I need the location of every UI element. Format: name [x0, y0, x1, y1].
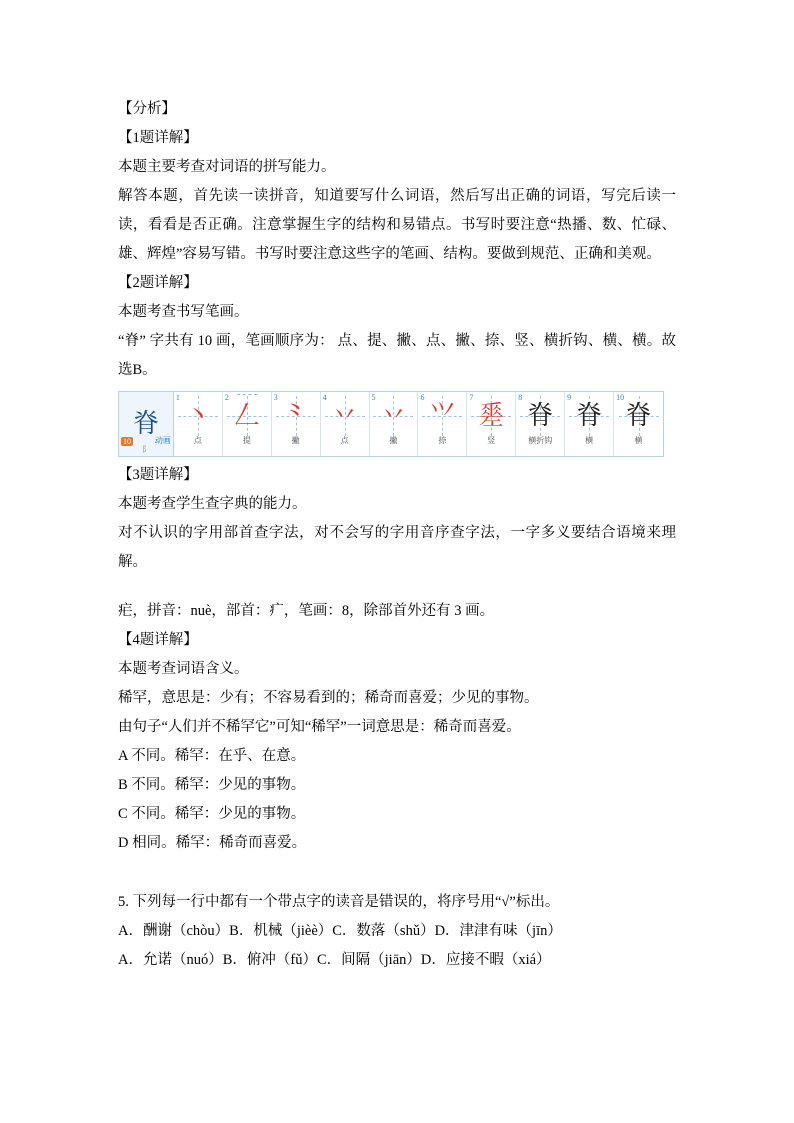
stroke-cell	[565, 392, 614, 456]
stroke-index: 4	[322, 393, 327, 402]
q1-paragraph-2: 解答本题，首先读一读拼音，知道要写什么词语，然后写出正确的词语，写完后读一读，看看是否正确。注意掌握生字的结构和易错点。书写时要注意“热播、数、忙碌、雄、辉煌”容易写错。书写时要注意这些字的笔画、结构。要做到规范、正确和美观。	[118, 188, 676, 262]
stroke-index: 7	[469, 393, 474, 402]
stroke-glyph-box	[421, 395, 463, 437]
question-5-row-2: A．允诺（nuó）B．俯冲（fǔ）C．间隔（jiān）D．应接不暇（xiá）	[118, 952, 551, 968]
stroke-index: 10	[616, 393, 625, 402]
q3-paragraph-3: 疟，拼音：nuè，部首：疒，笔画：8，除部首外还有 3 画。	[118, 603, 495, 619]
q4-paragraph-3: 由句子“人们并不稀罕它”可知“稀罕”一词意思是：稀奇而喜爱。	[118, 719, 521, 735]
stroke-glyph: 脊	[576, 401, 603, 431]
stroke-label: 提	[242, 436, 251, 445]
stroke-glyph-box	[618, 395, 660, 437]
stroke-cell	[321, 392, 370, 456]
stroke-index: 1	[175, 393, 180, 402]
stroke-glyph: 𢀩	[478, 401, 505, 431]
stroke-glyph-box	[470, 395, 512, 437]
stroke-label: 横折钩	[528, 436, 553, 445]
stroke-label: 点	[340, 436, 349, 445]
stroke-glyph-box	[177, 395, 219, 437]
q4-option-c: C 不同。稀罕：少见的事物。	[118, 806, 306, 822]
stroke-label: 点	[193, 436, 202, 445]
stroke-count-badge: 10	[123, 437, 131, 446]
stroke-figure-char: 脊	[132, 409, 159, 439]
stroke-cell	[174, 392, 223, 456]
section-heading-q2: 【2题详解】	[118, 275, 198, 291]
q4-paragraph-2: 稀罕，意思是：少有；不容易看到的；稀奇而喜爱；少见的事物。	[118, 690, 539, 706]
section-heading-q1: 【1题详解】	[118, 130, 198, 146]
stroke-cell	[272, 392, 321, 456]
stroke-index: 8	[518, 393, 523, 402]
stroke-glyph: 𠃋	[233, 401, 260, 431]
stroke-glyph-box	[372, 395, 414, 437]
stroke-label: 捺	[438, 436, 447, 445]
stroke-glyph-box	[519, 395, 561, 437]
stroke-cell	[370, 392, 419, 456]
stroke-glyph: ⺀	[282, 401, 309, 431]
animation-label[interactable]: 动画	[154, 436, 171, 445]
stroke-cell	[418, 392, 467, 456]
question-5-stem: 5. 下列每一行中都有一个带点字的读音是错误的，将序号用“√”标出。	[118, 894, 560, 910]
question-5-row-1: A．酬谢（chòu）B．机械（jièè）C．数落（shǔ）D．津津有味（jīn）	[118, 923, 562, 939]
stroke-label: 横	[585, 436, 594, 445]
q2-paragraph-2: “脊” 字共有 10 画，笔画顺序为： 点、提、撇、点、撇、捺、竖、横折钩、横、横。故选B。	[118, 333, 676, 378]
spacer	[118, 858, 676, 888]
stroke-figure-head-sub: 阝	[141, 445, 150, 454]
stroke-index: 6	[420, 393, 425, 402]
stroke-label: 撇	[291, 436, 300, 445]
section-heading-q4: 【4题详解】	[118, 632, 198, 648]
q4-option-b: B 不同。稀罕：少见的事物。	[118, 777, 306, 793]
spacer	[118, 577, 676, 597]
stroke-glyph: 脊	[527, 401, 554, 431]
q1-paragraph-1: 本题主要考查对词语的拼写能力。	[118, 159, 336, 175]
stroke-order-figure	[118, 391, 664, 457]
section-heading-q3: 【3题详解】	[118, 467, 198, 483]
stroke-label: 竖	[487, 436, 496, 445]
q3-paragraph-2: 对不认识的字用部首查字法，对不会写的字用音序查字法，一字多义要结合语境来理解。	[118, 525, 676, 570]
stroke-glyph: ⺍	[429, 401, 456, 431]
stroke-glyph-box	[324, 395, 366, 437]
stroke-figure-head	[119, 392, 174, 456]
q4-option-a: A 不同。稀罕：在乎、在意。	[118, 748, 306, 764]
stroke-index: 5	[371, 393, 376, 402]
stroke-glyph: 丷	[331, 401, 358, 431]
q4-paragraph-1: 本题考查词语含义。	[118, 661, 249, 677]
q4-option-d: D 相同。稀罕：稀奇而喜爱。	[118, 835, 307, 851]
stroke-cell	[467, 392, 516, 456]
stroke-label: 横	[634, 436, 643, 445]
stroke-glyph-box	[226, 395, 268, 437]
stroke-cell	[516, 392, 565, 456]
stroke-index: 3	[273, 393, 278, 402]
stroke-index: 9	[567, 393, 572, 402]
stroke-glyph-box	[275, 395, 317, 437]
stroke-glyph: 丷	[380, 401, 407, 431]
section-heading-analysis: 【分析】	[118, 101, 176, 117]
question-5	[118, 888, 676, 975]
stroke-glyph-box	[568, 395, 610, 437]
stroke-cell	[614, 392, 663, 456]
stroke-glyph: 丶	[184, 401, 211, 431]
stroke-glyph: 脊	[625, 401, 652, 431]
stroke-index: 2	[224, 393, 229, 402]
q3-paragraph-1: 本题考查学生查字典的能力。	[118, 496, 307, 512]
stroke-label: 撇	[389, 436, 398, 445]
q2-paragraph-1: 本题考查书写笔画。	[118, 304, 249, 320]
stroke-cell	[223, 392, 272, 456]
